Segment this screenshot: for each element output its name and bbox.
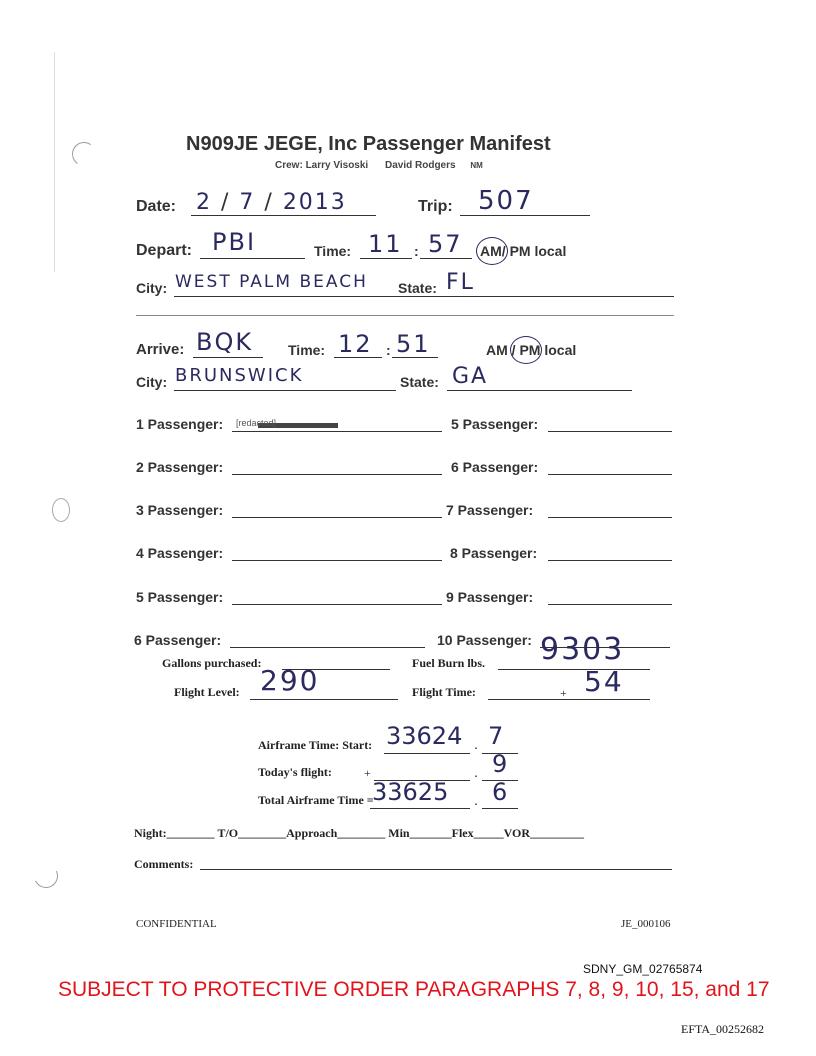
- arrive-state-label: State:: [400, 374, 439, 390]
- passenger-left-1-label: 1 Passenger:: [136, 416, 224, 432]
- arrive-time-label: Time:: [288, 342, 326, 358]
- total-airframe-tenth-line: [482, 808, 518, 809]
- passenger-right-3-line: [548, 517, 672, 518]
- flight-level-value: 290: [260, 664, 320, 697]
- depart-divider: [136, 315, 674, 316]
- bates-number: SDNY_GM_02765874: [583, 962, 703, 976]
- total-airframe-label: Total Airframe Time =: [258, 793, 374, 807]
- fuel-burn-value: 9303: [540, 632, 625, 667]
- arrive-city-line: [174, 390, 396, 391]
- flight-time-label: Flight Time:: [412, 685, 476, 699]
- punch-hole-middle: [52, 498, 70, 522]
- depart-state-label: State:: [398, 280, 437, 296]
- comments-line: [200, 869, 672, 870]
- min-label: Min: [388, 826, 410, 840]
- depart-label: Depart:: [136, 242, 193, 259]
- approach-label: Approach: [286, 826, 338, 840]
- depart-colon: :: [414, 243, 419, 259]
- date-month: 2: [196, 190, 212, 215]
- date-day: 7: [239, 190, 256, 215]
- depart-ampm: AM/ PM local: [480, 243, 567, 259]
- todays-flight-tenth: 9: [492, 750, 510, 778]
- depart-minute-line: [420, 258, 472, 259]
- arrive-line: [193, 357, 263, 358]
- passenger-left-4-line: [232, 560, 442, 561]
- depart-line: [200, 258, 305, 259]
- arrive-am: AM: [486, 342, 508, 358]
- passenger-right-2-line: [548, 474, 672, 475]
- arrive-local: local: [544, 342, 577, 358]
- depart-hour-line: [360, 258, 412, 259]
- efta-number: EFTA_00252682: [681, 1022, 765, 1036]
- passenger-left-6-line: [230, 647, 425, 648]
- passenger-left-3-line: [232, 517, 442, 518]
- todays-flight-dot: .: [474, 764, 478, 780]
- passenger-right-5-label: 9 Passenger:: [446, 589, 534, 605]
- passenger-left-3-label: 3 Passenger:: [136, 502, 224, 518]
- arrive-city-label: City:: [136, 374, 168, 390]
- passenger-right-4-label: 8 Passenger:: [450, 545, 538, 561]
- arrive-colon: :: [386, 342, 391, 358]
- arrive-city: BRUNSWICK: [175, 365, 304, 386]
- total-airframe-whole: 33625: [372, 778, 449, 806]
- comments-label: Comments:: [134, 857, 194, 871]
- arrive-minute: 51: [396, 330, 431, 358]
- depart-local: local: [534, 243, 567, 259]
- arrive-label: Arrive:: [136, 341, 185, 358]
- arrive-state-line: [447, 390, 632, 391]
- trip-value: 507: [478, 186, 534, 216]
- depart-city: WEST PALM BEACH: [175, 272, 368, 292]
- protective-order-notice: SUBJECT TO PROTECTIVE ORDER PARAGRAPHS 7, 8, 9, 10, 15, and 17: [58, 978, 770, 1001]
- passenger-right-1-label: 5 Passenger:: [451, 416, 539, 432]
- vor-label: VOR: [503, 826, 531, 840]
- night-label: Night:: [134, 826, 167, 840]
- airframe-start-whole: 33624: [386, 722, 463, 750]
- fuel-burn-label: Fuel Burn lbs.: [412, 656, 486, 670]
- depart-pm: PM: [509, 243, 531, 259]
- total-airframe-tenth: 6: [492, 778, 510, 806]
- crew-member-1: Larry Visoski: [305, 160, 369, 171]
- arrive-state: GA: [452, 364, 489, 389]
- passenger-left-2-line: [232, 474, 442, 475]
- passenger-left-1-line: [232, 431, 442, 432]
- airframe-start-tenth: 7: [488, 722, 506, 750]
- flight-time-line: [488, 699, 650, 700]
- fuel-burn-line: [498, 669, 650, 670]
- depart-state: FL: [446, 270, 475, 295]
- passenger-left-1-value: [redacted]: [236, 418, 277, 428]
- total-airframe-dot: .: [474, 792, 478, 808]
- depart-city-line: [174, 296, 674, 297]
- punch-hole-bottom: [31, 861, 62, 892]
- arrive-hour: 12: [338, 330, 373, 358]
- night-row: Night:________ T/O________Approach________ Min_______Flex_____VOR_________: [134, 826, 585, 840]
- passenger-right-5-line: [548, 604, 672, 605]
- arrive-ampm: AM / PM local: [486, 342, 577, 358]
- passenger-left-5-label: 5 Passenger:: [136, 589, 224, 605]
- depart-am: AM: [480, 243, 502, 259]
- passenger-right-4-line: [548, 560, 672, 561]
- depart-minute: 57: [428, 230, 463, 258]
- margin-line: [54, 52, 55, 272]
- airframe-start-label: Airframe Time: Start:: [258, 738, 373, 752]
- passenger-right-1-line: [548, 431, 672, 432]
- trip-label: Trip:: [418, 198, 453, 215]
- je-number: JE_000106: [621, 918, 671, 930]
- arrive-pm: PM: [519, 342, 541, 358]
- depart-time-label: Time:: [314, 243, 352, 259]
- flight-level-label: Flight Level:: [174, 685, 240, 699]
- todays-flight-label: Today's flight:: [258, 765, 332, 779]
- date-line: [191, 215, 376, 216]
- date-label: Date:: [136, 198, 177, 215]
- passenger-left-4-label: 4 Passenger:: [136, 545, 224, 561]
- crew-member-2: David Rodgers: [385, 160, 456, 171]
- punch-hole-top: [70, 140, 98, 168]
- date-value: 2 / 7 / 2013: [196, 190, 347, 215]
- total-airframe-line: [370, 808, 470, 809]
- crew-label: Crew:: [275, 160, 303, 171]
- depart-city-label: City:: [136, 280, 168, 296]
- passenger-right-3-label: 7 Passenger:: [446, 502, 534, 518]
- takeoff-label: T/O: [217, 826, 239, 840]
- passenger-right-6-label: 10 Passenger:: [437, 632, 532, 648]
- crew-code: NM: [470, 161, 483, 170]
- confidential-label: CONFIDENTIAL: [136, 918, 217, 930]
- date-year: 2013: [282, 190, 347, 215]
- todays-flight-plus: +: [364, 766, 371, 780]
- flight-time-plus: +: [560, 686, 567, 700]
- depart-code: PBI: [212, 228, 257, 256]
- flex-label: Flex: [451, 826, 474, 840]
- airframe-start-line: [384, 753, 470, 754]
- gallons-label: Gallons purchased:: [162, 656, 262, 670]
- flight-time-value: 54: [584, 665, 624, 698]
- passenger-left-6-label: 6 Passenger:: [134, 632, 222, 648]
- passenger-left-5-line: [232, 604, 442, 605]
- passenger-left-2-label: 2 Passenger:: [136, 459, 224, 475]
- airframe-start-dot: .: [474, 736, 478, 752]
- passenger-right-2-label: 6 Passenger:: [451, 459, 539, 475]
- manifest-title: N909JE JEGE, Inc Passenger Manifest: [186, 133, 551, 155]
- flight-level-line: [250, 699, 398, 700]
- arrive-code: BQK: [196, 328, 254, 356]
- crew-row: [275, 160, 483, 171]
- depart-hour: 11: [368, 230, 403, 258]
